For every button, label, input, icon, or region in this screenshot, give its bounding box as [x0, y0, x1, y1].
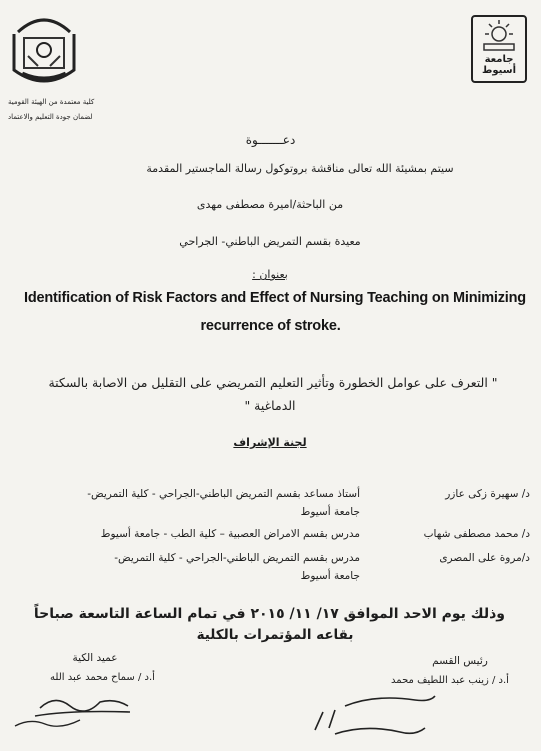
- arabic-title-line2: الدماغية ": [244, 398, 296, 413]
- member-title: مدرس بقسم التمريض الباطني-الجراحي - كلية التمريض-: [114, 552, 360, 564]
- head-signature-icon: [305, 690, 445, 745]
- member-name: د/ محمد مصطفى شهاب: [423, 528, 530, 540]
- head-role: رئيس القسم: [432, 655, 488, 667]
- member-title: مدرس بقسم الامراض العصبية – كلية الطب - جامعة أسيوط: [100, 528, 360, 540]
- schedule-line1: وذلك يوم الاحد الموافق ١٧/ ١١/ ٢٠١٥ في تمام الساعة التاسعة صباحاً: [33, 606, 505, 622]
- dean-name: أ.د / سماح محمد عبد الله: [50, 672, 155, 683]
- member-title: أستاذ مساعد بقسم التمريض الباطني-الجراحي - كلية التمريض-: [87, 488, 360, 500]
- dean-signature-icon: [10, 688, 160, 733]
- thesis-title-label: بعنوان :: [252, 268, 288, 281]
- committee-heading: لجنة الإشراف: [233, 436, 307, 449]
- english-title-line1: Identification of Risk Factors and Effect of Nursing Teaching on Minimizing: [24, 290, 526, 306]
- faculty-logo-icon: [8, 10, 80, 92]
- dean-role: عميد الكية: [72, 652, 118, 664]
- invitation-line1: سيتم بمشيئة الله تعالى مناقشة بروتوكول رسالة الماجستير المقدمة: [146, 162, 454, 175]
- member-title-cont: جامعة أسيوط: [300, 570, 360, 582]
- member-name: د/ سهيرة زكى عازر: [445, 488, 530, 500]
- faculty-caption-line1: كلية معتمدة من الهيئة القومية: [8, 98, 95, 106]
- faculty-caption-line2: لضمان جودة التعليم والاعتماد: [8, 113, 93, 121]
- schedule-line2: بقاعه المؤتمرات بالكلية: [196, 627, 354, 643]
- university-logo-text: جامعة أسيوط: [482, 54, 516, 76]
- head-name: أ.د / زينب عبد اللطيف محمد: [391, 675, 509, 686]
- member-title-cont: جامعة أسيوط: [300, 506, 360, 518]
- position-line: معيدة بقسم التمريض الباطني- الجراحي: [179, 235, 361, 248]
- invitation-title: دعـــــــوة: [245, 133, 296, 147]
- english-title-line2: recurrence of stroke.: [200, 318, 341, 334]
- member-name: د/مروة على المصرى: [439, 552, 530, 564]
- arabic-title-line1: " التعرف على عوامل الخطورة وتأثير التعليم التمريضي على التقليل من الاصابة بالسكتة: [48, 375, 498, 390]
- researcher-line: من الباحثة/اميرة مصطفى مهدى: [196, 198, 344, 211]
